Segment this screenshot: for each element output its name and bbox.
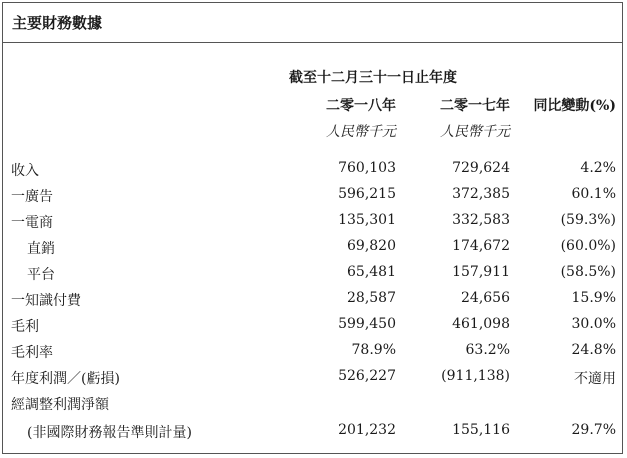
- table-row: [3, 342, 622, 368]
- table-row: [3, 290, 622, 316]
- row-label: 經調整利潤淨額: [11, 397, 109, 413]
- value-2017: 157,911: [452, 264, 510, 280]
- value-change: 60.1%: [571, 186, 616, 202]
- value-2017: 24,656: [461, 290, 510, 306]
- value-2018: 526,227: [338, 368, 396, 384]
- value-2018: 28,587: [347, 290, 396, 306]
- row-label: 年度利潤／(虧損): [11, 371, 120, 387]
- value-2018: 596,215: [338, 186, 396, 202]
- value-2017: (911,138): [441, 368, 510, 384]
- row-label: 收入: [11, 163, 39, 179]
- table-row: [3, 422, 622, 448]
- value-change: (60.0%): [560, 238, 616, 254]
- row-label: 毛利: [11, 319, 39, 335]
- value-2018: 78.9%: [351, 342, 396, 358]
- value-2017: 174,672: [452, 238, 510, 254]
- row-label: (非國際財務報告準則計量): [27, 425, 192, 441]
- value-2018: 135,301: [338, 212, 396, 228]
- value-2017: 332,583: [452, 212, 510, 228]
- value-2017: 155,116: [452, 422, 510, 438]
- value-2018: 760,103: [338, 160, 396, 176]
- header-2017: 二零一七年: [440, 98, 510, 114]
- table-row: [3, 160, 622, 186]
- unit-2018: 人民幣千元: [326, 124, 396, 140]
- table-row: [3, 316, 622, 342]
- row-label: 直銷: [27, 241, 55, 257]
- title-bar: [3, 3, 622, 43]
- value-change: (58.5%): [560, 264, 616, 280]
- value-change: 15.9%: [571, 290, 616, 306]
- value-2018: 69,820: [347, 238, 396, 254]
- row-label: 毛利率: [11, 345, 53, 361]
- row-label: 平台: [27, 267, 55, 283]
- value-change: 不適用: [574, 371, 616, 387]
- value-2017: 461,098: [452, 316, 510, 332]
- value-2017: 372,385: [452, 186, 510, 202]
- value-change: (59.3%): [560, 212, 616, 228]
- table-row: [3, 212, 622, 238]
- unit-2017: 人民幣千元: [440, 124, 510, 140]
- row-label: 一電商: [11, 215, 53, 231]
- header-2018: 二零一八年: [326, 98, 396, 114]
- header-change: 同比變動(%): [533, 98, 616, 114]
- table-title: 主要財務數據: [12, 14, 103, 32]
- table-row: [3, 394, 622, 420]
- table-row: [3, 264, 622, 290]
- value-2018: 201,232: [338, 422, 396, 438]
- table-row: [3, 238, 622, 264]
- value-change: 4.2%: [580, 160, 616, 176]
- value-change: 30.0%: [571, 316, 616, 332]
- row-label: 一知識付費: [11, 293, 81, 309]
- value-2017: 729,624: [452, 160, 510, 176]
- value-2018: 65,481: [347, 264, 396, 280]
- value-2018: 599,450: [338, 316, 396, 332]
- row-label: 一廣告: [11, 189, 53, 205]
- table-row: [3, 368, 622, 394]
- header-period: 截至十二月三十一日止年度: [289, 70, 457, 86]
- value-change: 29.7%: [571, 422, 616, 438]
- value-change: 24.8%: [571, 342, 616, 358]
- value-2017: 63.2%: [465, 342, 510, 358]
- table-row: [3, 186, 622, 212]
- financial-table: [2, 2, 623, 454]
